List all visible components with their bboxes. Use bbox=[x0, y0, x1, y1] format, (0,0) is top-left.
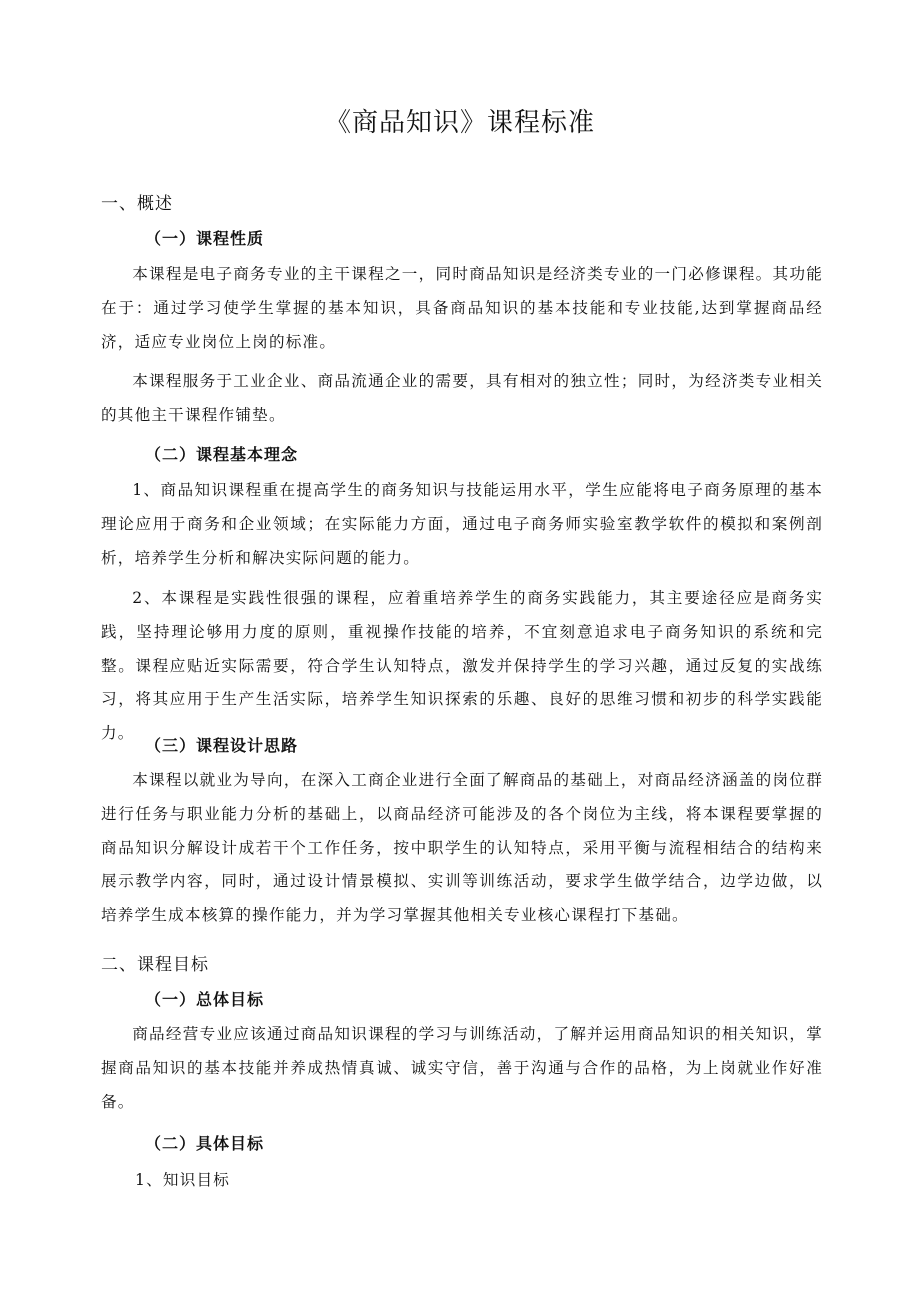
list-item-knowledge-goal: 1、知识目标 bbox=[135, 1171, 231, 1189]
paragraph-basic-concept-2: 2、本课程是实践性很强的课程，应着重培养学生的商务实践能力，其主要途径应是商务实践，坚持理论够用力度的原则，重视操作技能的培养，不宜刻意追求电子商务知识的系统和完整。课程应贴近实际需要，符合学生认知特点，激发并保持学生的学习兴趣，通过反复的实战练习，将其应用于生产生活实际，培养学生知识探索的乐趣、良好的思维习惯和初步的科学实践能力。 bbox=[101, 589, 823, 743]
document-title: 《商品知识》课程标准 bbox=[324, 108, 595, 138]
subheading-design-idea: （三）课程设计思路 bbox=[145, 736, 299, 755]
paragraph-design-idea: 本课程以就业为导向，在深入工商企业进行全面了解商品的基础上，对商品经济涵盖的岗位群进行任务与职业能力分析的基础上，以商品经济可能涉及的各个岗位为主线，将本课程要掌握的商品知识分解设计成若干个工作任务，按中职学生的认知特点，采用平衡与流程相结合的结构来展示教学内容，同时，通过设计情景模拟、实训等训练活动，要求学生做学结合，边学边做，以培养学生成本核算的操作能力，并为学习掌握其他相关专业核心课程打下基础。 bbox=[101, 771, 823, 925]
subheading-specific-goals: （二）具体目标 bbox=[145, 1134, 265, 1153]
subheading-basic-concept: （二）课程基本理念 bbox=[145, 445, 299, 464]
subheading-course-nature: （一）课程性质 bbox=[145, 229, 265, 248]
section-heading-course-goals: 二、课程目标 bbox=[101, 955, 209, 975]
section-heading-overview: 一、概述 bbox=[101, 194, 173, 214]
paragraph-course-nature-1: 本课程是电子商务专业的主干课程之一，同时商品知识是经济类专业的一门必修课程。其功能在于：通过学习使学生掌握的基本知识，具备商品知识的基本技能和专业技能,达到掌握商品经济，适应专业岗位上岗的标准。 bbox=[101, 265, 823, 351]
paragraph-course-nature-2: 本课程服务于工业企业、商品流通企业的需要，具有相对的独立性；同时，为经济类专业相关的其他主干课程作铺垫。 bbox=[101, 372, 823, 424]
paragraph-overall-goal: 商品经营专业应该通过商品知识课程的学习与训练活动，了解并运用商品知识的相关知识，掌握商品知识的基本技能并养成热情真诚、诚实守信，善于沟通与合作的品格，为上岗就业作好准备。 bbox=[101, 1025, 823, 1111]
subheading-overall-goal: （一）总体目标 bbox=[145, 990, 265, 1009]
paragraph-basic-concept-1: 1、商品知识课程重在提高学生的商务知识与技能运用水平，学生应能将电子商务原理的基本理论应用于商务和企业领域；在实际能力方面，通过电子商务师实验室教学软件的模拟和案例剖析，培养学生分析和解决实际问题的能力。 bbox=[101, 481, 823, 567]
